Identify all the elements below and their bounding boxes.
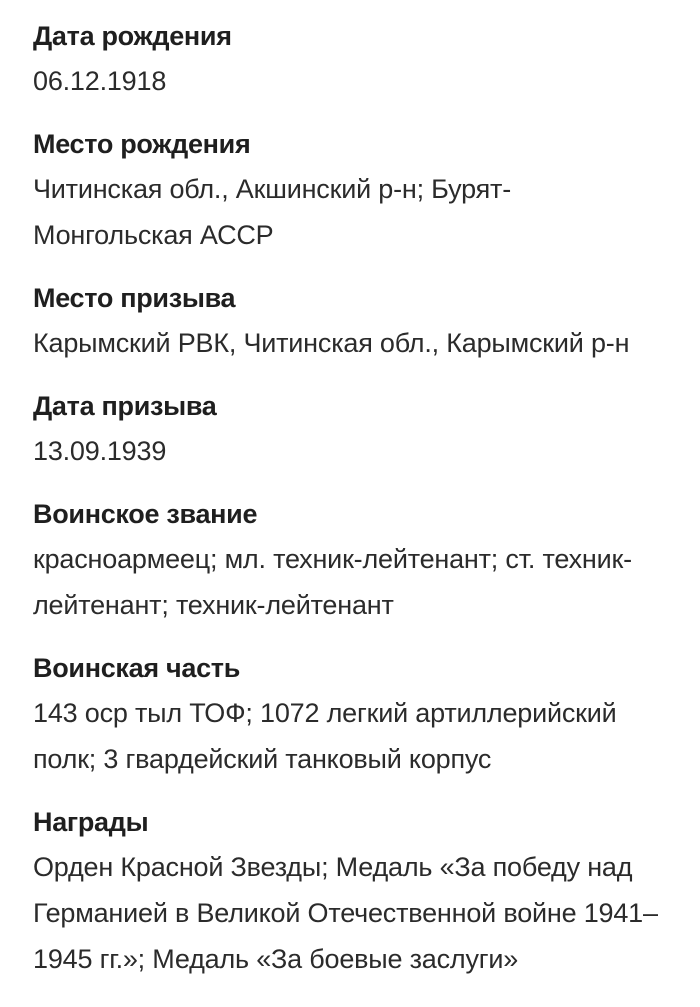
field-value (33, 844, 700, 982)
field-label: Награды (33, 807, 149, 837)
field-birth-place (33, 122, 700, 258)
field-label: Место призыва (33, 283, 236, 313)
field-value-line: лейтенант; техник-лейтенант (33, 590, 394, 620)
field-value-line: 06.12.1918 (33, 66, 167, 96)
field-value-line: 1945 гг.»; Медаль «За боевые заслуги» (33, 944, 519, 974)
field-label: Место рождения (33, 129, 251, 159)
field-label: Воинское звание (33, 499, 258, 529)
field-value (33, 320, 700, 366)
field-birth-date (33, 14, 700, 104)
field-label: Дата рождения (33, 21, 232, 51)
field-military-unit (33, 646, 700, 782)
field-value (33, 58, 700, 104)
field-military-rank (33, 492, 700, 628)
field-value-line: полк; 3 гвардейский танковый корпус (33, 744, 492, 774)
field-conscription-date (33, 384, 700, 474)
field-label: Дата призыва (33, 391, 217, 421)
field-value (33, 428, 700, 474)
field-value-line: Читинская обл., Акшинский р-н; Бурят- (33, 174, 511, 204)
field-value-line: Орден Красной Звезды; Медаль «За победу над (33, 852, 633, 882)
field-value-line: 13.09.1939 (33, 436, 167, 466)
field-value (33, 690, 700, 782)
field-value-line: Германией в Великой Отечественной войне 1941– (33, 898, 658, 928)
field-value-line: красноармеец; мл. техник-лейтенант; ст. техник- (33, 544, 632, 574)
field-value-line: 143 оср тыл ТОФ; 1072 легкий артиллерийский (33, 698, 617, 728)
field-label: Воинская часть (33, 653, 241, 683)
field-value-line: Карымский РВК, Читинская обл., Карымский р-н (33, 328, 630, 358)
field-conscription-place (33, 276, 700, 366)
field-awards (33, 800, 700, 982)
field-value (33, 536, 700, 628)
field-value-line: Монгольская АССР (33, 220, 274, 250)
field-value (33, 166, 700, 258)
